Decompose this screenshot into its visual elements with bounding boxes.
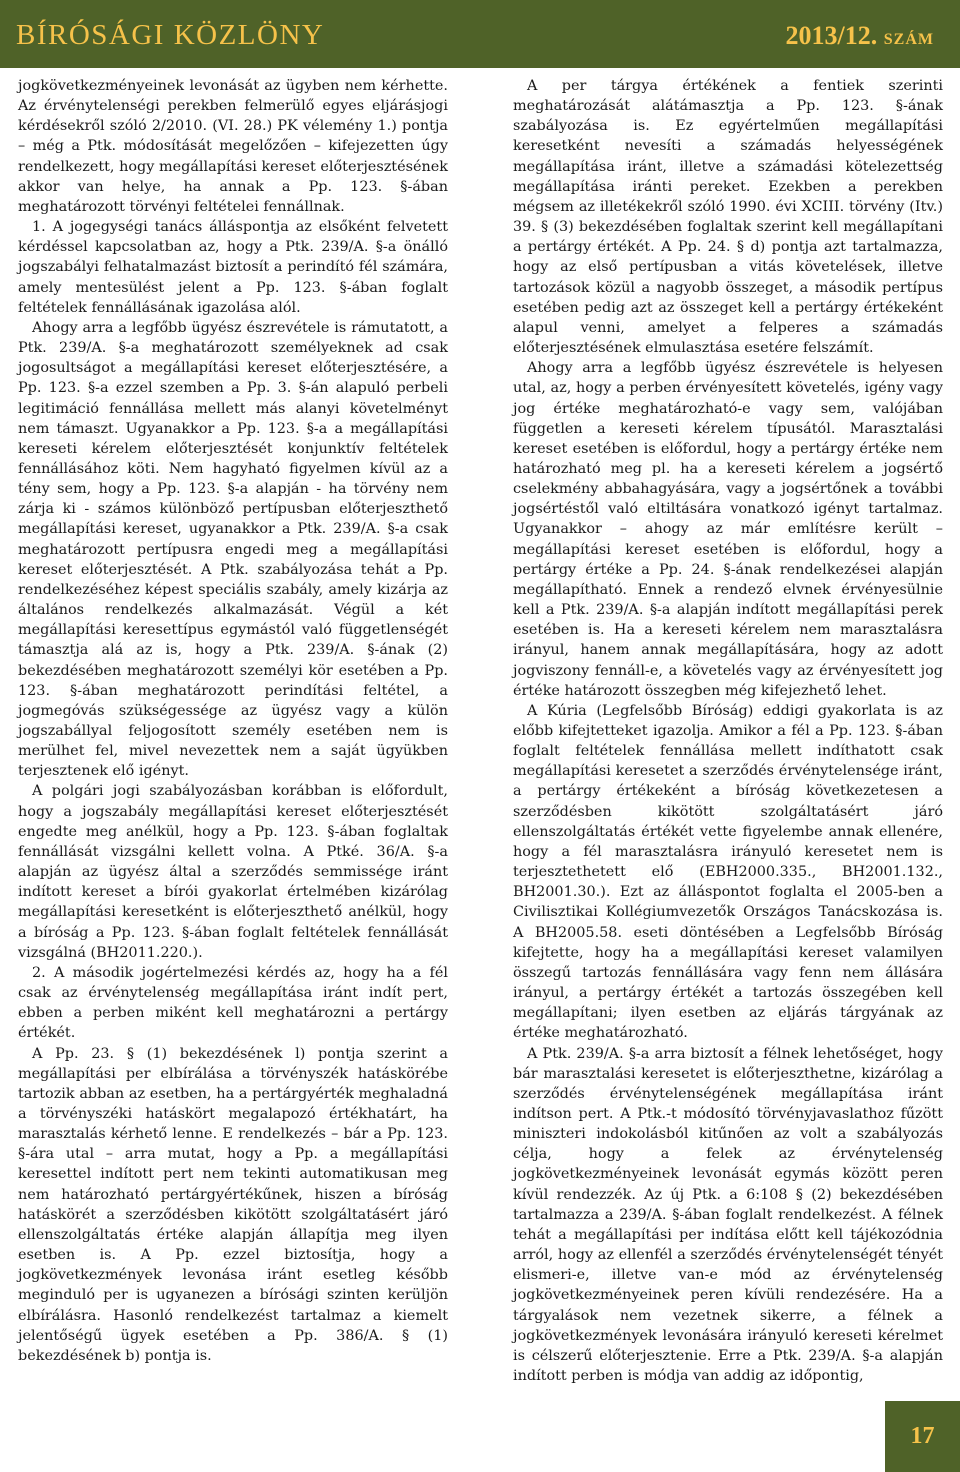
page-header — [0, 0, 960, 68]
paragraph: jogkövetkezményeinek levonását az ügyben nem kérhette. Az érvénytelenségi perekben felmerülő egyes eljárásjogi kérdésekről szóló 2/2010. (VI. 28.) PK vélemény 1.) pontja – még a Ptk. módosítását megelőzően – kifejezetten úgy rendelkezett, hogy megállapítási kereset előterjesztésének akkor van helye, ha annak a Pp. 123. §-ában meghatározott törvényi feltételei fennállnak. — [18, 78, 448, 215]
paragraph: 2. A második jogértelmezési kérdés az, hogy ha a fél csak az érvénytelenség megállapítása iránt indít pert, ebben a perben miként kell meghatározni a pertárgy értékét. — [18, 964, 448, 1042]
publication-title: BÍRÓSÁGI KÖZLÖNY — [16, 19, 325, 51]
paragraph: A per tárgya értékének a fentiek szerinti meghatározását alátámasztja a Pp. 123. §-ának szabályozása is. Ez egyértelműen megállapítási keresetként nevesíti a számadás helyességének megállapítása iránt, illetve a számadási kötelezettség megállapítása iránti pereket. Ezekben a perekben mégsem az illetékekről szóló 1990. évi XCIII. törvény (Itv.) 39. § (3) bekezdésében foglaltak szerint kell megállapítani a pertárgy értékét. A Pp. 24. § d) pontja azt tartalmazza, hogy az első pertípusban a vitás követelések, illetve tartozások közül a nagyobb összeget, a második pertípus esetében pedig azt az összeget kell a pertárgy értékeként alapul venni, amelyet a felperes a számadás előterjesztésének elmulasztása esetére felszámít. — [513, 78, 943, 357]
right-column — [513, 76, 943, 1386]
paragraph: A Ptk. 239/A. §-a arra biztosít a félnek lehetőséget, hogy bár marasztalási keresetet is előterjeszthetne, kizárólag a szerződés érvénytelenségének megállapítása iránt indítson pert. A Ptk.-t módosító törvényjavaslathoz fűzött miniszteri indokolásból kitűnően az volt a szabályozás célja, hogy a felek az érvénytelenség jogkövetkezményeinek levonását egymás között peren kívül rendezzék. Az új Ptk. a 6:108 § (2) bekezdésében tartalmazza a 239/A. §-ában foglalt rendelkezést. A félnek tehát a megállapítási per indítása előtt kell tájékozódnia arról, hogy az ellenfél a szerződés érvénytelenségét tényét elismeri-e, illetve van-e mód az érvénytelenség jogkövetkezményeinek peren kívüli rendezésére. Ha a tárgyalások nem vezetnek sikerre, a félnek a jogkövetkezmények levonására irányuló kereseti kérelmet is célszerű előterjesztenie. Erre a Ptk. 239/A. §-a alapján indított perben is módja van addig az időpontig, — [513, 1045, 943, 1384]
paragraph: Ahogy arra a legfőbb ügyész észrevétele is helyesen utal, az, hogy a perben érvényesített követelés, igény vagy jog értéke meghatározható-e vagy sem, valójában független a kereseti kérelem típusától. Marasztalási kereset esetében is előfordul, hogy a pertárgy értéke nem határozható meg pl. ha a kereseti kérelem a jogsértő cselekmény abbahagyására, vagy a jogsértőnek a további jogsértéstől való eltiltására vonatkozó igényt tartalmaz. Ugyanakkor – ahogy az már említésre került – megállapítási kereset esetében is előfordul, hogy a pertárgy értéke a Pp. 24. §-ának rendelkezései alapján megállapítható. Ennek a rendező elvnek érvényesülnie kell a Ptk. 239/A. §-a alapján indított megállapítási perek esetében is. Ha a kereseti kérelem nem marasztalásra irányul, hanem annak megállapítására, hogy az adott jogviszony fennáll-e, a követelés vagy az érvényesített jog értéke határozott összegben még kifejezhető lehet. — [513, 360, 943, 699]
paragraph: 1. A jogegységi tanács álláspontja az elsőként felvetett kérdéssel kapcsolatban az, hogy a Ptk. 239/A. §-a önálló jogszabályi felhatalmazást biztosít a perindító fél számára, amely mentesülést jelent a Pp. 123. §-ában foglalt feltételek fennállásának igazolása alól. — [18, 219, 448, 316]
paragraph: A polgári jogi szabályozásban korábban is előfordult, hogy a jogszabály megállapítási kereset előterjesztését engedte meg anélkül, hogy a Pp. 123. §-ában foglaltak fennállását vizsgálni kellett volna. A Ptké. 36/A. §-a alapján az ügyész által a szerződés semmissége iránt indított kereset a bírói gyakorlat értelmében kizárólag megállapítási keresetként is előterjeszthető anélkül, hogy a bíróság a Pp. 123. §-ában foglalt feltételek fennállását vizsgálná (BH2011.220.). — [18, 783, 448, 961]
left-column — [18, 76, 448, 1366]
paragraph: A Pp. 23. § (1) bekezdésének l) pontja szerint a megállapítási per elbírálása a törvényszék hatáskörébe tartozik abban az esetben, ha a pertárgyérték meghaladná a törvényszéki hatáskört megalapozó értékhatárt, ha marasztalás kérhető lenne. E rendelkezés – bár a Pp. 123. §-ára utal – arra mutat, hogy a Pp. a megállapítási keresettel indított pert nem tekinti automatikusan meg nem határozható pertárgyértékűnek, hiszen a bíróság hatáskörét a szerződésben kikötött szolgáltatásért járó ellenszolgáltatás értéke alapján állapítja meg ilyen esetben is. A Pp. ezzel biztosítja, hogy a jogkövetkezmények levonása iránt esetleg később meginduló per is ugyanezen a bírósági szinten kerüljön elbírálásra. Hasonló rendelkezést tartalmaz a kiemelt jelentőségű ügyek esetében a Pp. 386/A. § (1) bekezdésének b) pontja is. — [18, 1045, 448, 1364]
paragraph: Ahogy arra a legfőbb ügyész észrevétele is rámutatott, a Ptk. 239/A. §-a meghatározott személyeknek ad csak jogosultságot a megállapítási kereset előterjesztésére, a Pp. 123. §-a ezzel szemben a Pp. 3. §-án alapuló perbeli legitimáció fennállása mellett más alanyi követelményt nem támaszt. Ugyanakkor a Pp. 123. §-a a megállapítási kereseti kérelem előterjesztését konjunktív feltételek fennállásához köti. Nem hagyható figyelmen kívül az a tény sem, hogy a Pp. 123. §-a alapján - ha törvény nem zárja ki - számos különböző pertípusban előterjeszthető megállapítási kereset, ugyanakkor a Ptk. 239/A. §-a csak meghatározott pertípusra engedi meg a megállapítási kereset előterjesztését. A Ptk. szabályozása tehát a Pp. rendelkezéséhez képest speciális szabály, amely kizárja az általános rendelkezés alkalmazását. Végül a két megállapítási keresettípus egymástól való függetlenségét támasztja alá az is, hogy a Ptk. 239/A. §-ának (2) bekezdésében meghatározott személyi kör esetében a Pp. 123. §-ában meghatározott perindítási feltétel, a jogmegóvás szükségessége az ügyész vagy a külön jogszabállyal feljogosított személy esetében nem is merülhet fel, mivel nevezettek nem a saját ügyükben terjesztenek elő igényt. — [18, 319, 448, 780]
issue-number-value: 2013/12. — [785, 21, 878, 50]
issue-number — [786, 21, 934, 51]
issue-number-suffix: SZÁM — [883, 31, 934, 48]
paragraph: A Kúria (Legfelsőbb Bíróság) eddigi gyakorlata is az előbb kifejtetteket igazolja. Amikor a fél a Pp. 123. §-ában foglalt feltételek fennállása mellett indíthatott csak megállapítási keresetet a szerződés érvénytelensége iránt, a pertárgy értékeként a bíróság következetesen a szerződésben kikötött szolgáltatásért járó ellenszolgáltatás értékét vette figyelembe annak ellenére, hogy a fél marasztalásra irányuló keresetet nem is terjesztethetett elő (EBH2000.335., BH2001.132., BH2001.30.). Ezt az álláspontot foglalta el 2005-ben a Civilisztikai Kollégiumvezetők Országos Tanácskozása is. A BH2005.58. eseti döntésében a Legfelsőbb Bíróság kifejtette, hogy ha a megállapítási kereset valamilyen összegű tartozás fennállására vagy fenn nem állására irányul, a pertárgy értékét a tartozás összegében kell megállapítani; ilyen esetben az eljárás tárgyának az értéke meghatározható. — [513, 702, 943, 1042]
page-number: 17 — [885, 1401, 960, 1472]
